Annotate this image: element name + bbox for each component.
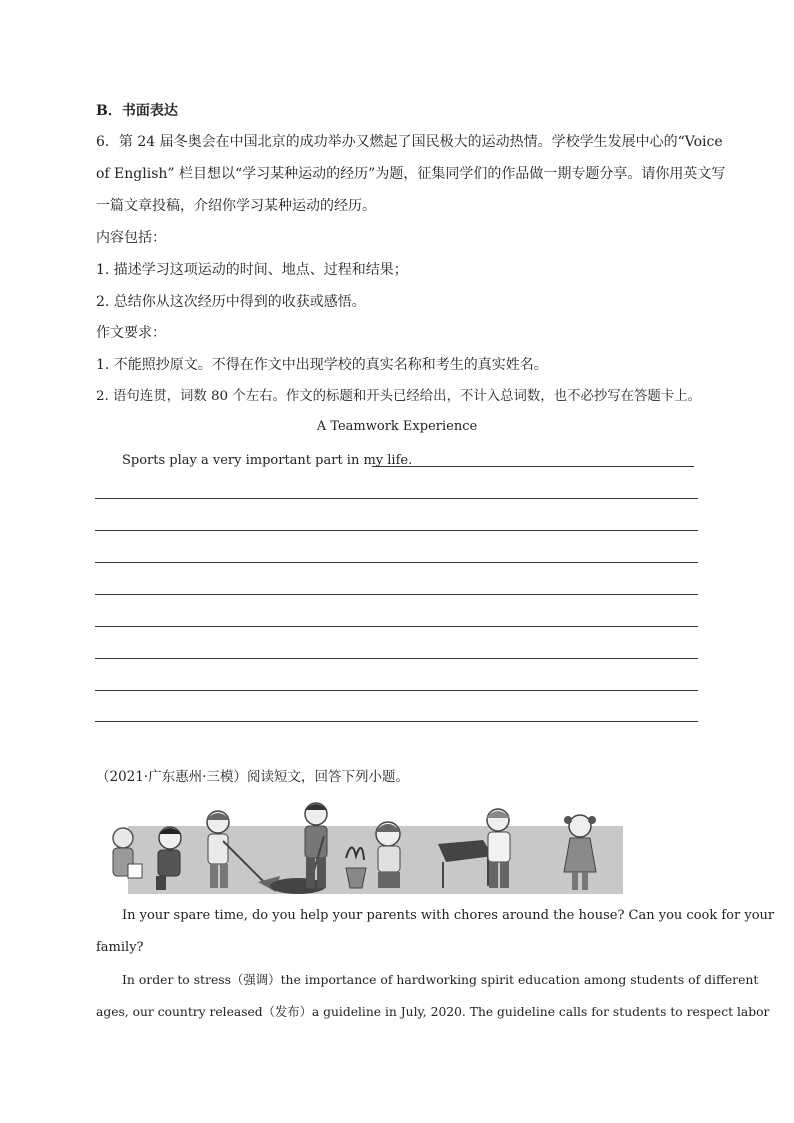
question-line-3: 一篇文章投稿，介绍你学习某种运动的经历。 xyxy=(96,198,376,214)
passage-p1-line2: family? xyxy=(96,940,144,955)
content-item-1: 1. 描述学习这项运动的时间、地点、过程和结果； xyxy=(96,262,408,278)
requirement-item-2: 2. 语句连贯，词数 80 个左右。作文的标题和开头已经给出，不计入总词数，也不必抄写在答题卡上。 xyxy=(96,389,701,404)
writing-line[interactable] xyxy=(95,658,698,659)
writing-line[interactable] xyxy=(95,721,698,722)
requirements-heading: 作文要求： xyxy=(96,325,166,341)
section-heading: B．书面表达 xyxy=(96,103,178,119)
writing-line[interactable] xyxy=(95,562,698,563)
content-item-2: 2. 总结你从这次经历中得到的收获或感悟。 xyxy=(96,294,366,310)
question-line-2: of English” 栏目想以“学习某种运动的经历”为题，征集同学们的作品做一期专题分享。请你用英文写 xyxy=(96,166,726,182)
requirement-item-1: 1. 不能照抄原文。不得在作文中出现学校的真实名称和考生的真实姓名。 xyxy=(96,357,548,373)
writing-line[interactable] xyxy=(95,626,698,627)
passage-p1-line1: In your spare time, do you help your parents with chores around the house? Can you cook for your xyxy=(122,908,775,923)
essay-title: A Teamwork Experience xyxy=(316,419,478,434)
essay-opening: Sports play a very important part in my life. xyxy=(122,453,413,468)
writing-line[interactable] xyxy=(95,498,698,499)
passage-p2-line2: ages, our country released（发布）a guideline in July, 2020. The guideline calls for students to respect labor xyxy=(96,1005,770,1019)
writing-blank-first[interactable] xyxy=(372,466,694,467)
writing-line[interactable] xyxy=(95,594,698,595)
children-chores-illustration xyxy=(98,796,625,896)
reading-intro: （2021·广东惠州·三模）阅读短文，回答下列小题。 xyxy=(96,769,409,785)
writing-line[interactable] xyxy=(95,530,698,531)
writing-line[interactable] xyxy=(95,690,698,691)
question-line-1: 6．第 24 届冬奥会在中国北京的成功举办又燃起了国民极大的运动热情。学校学生发展中心的“Voice xyxy=(96,134,723,150)
child-figure-6 xyxy=(486,809,510,888)
passage-p2-line1: In order to stress（强调）the importance of hardworking spirit education among students of different xyxy=(122,972,759,987)
content-heading: 内容包括： xyxy=(96,230,166,246)
